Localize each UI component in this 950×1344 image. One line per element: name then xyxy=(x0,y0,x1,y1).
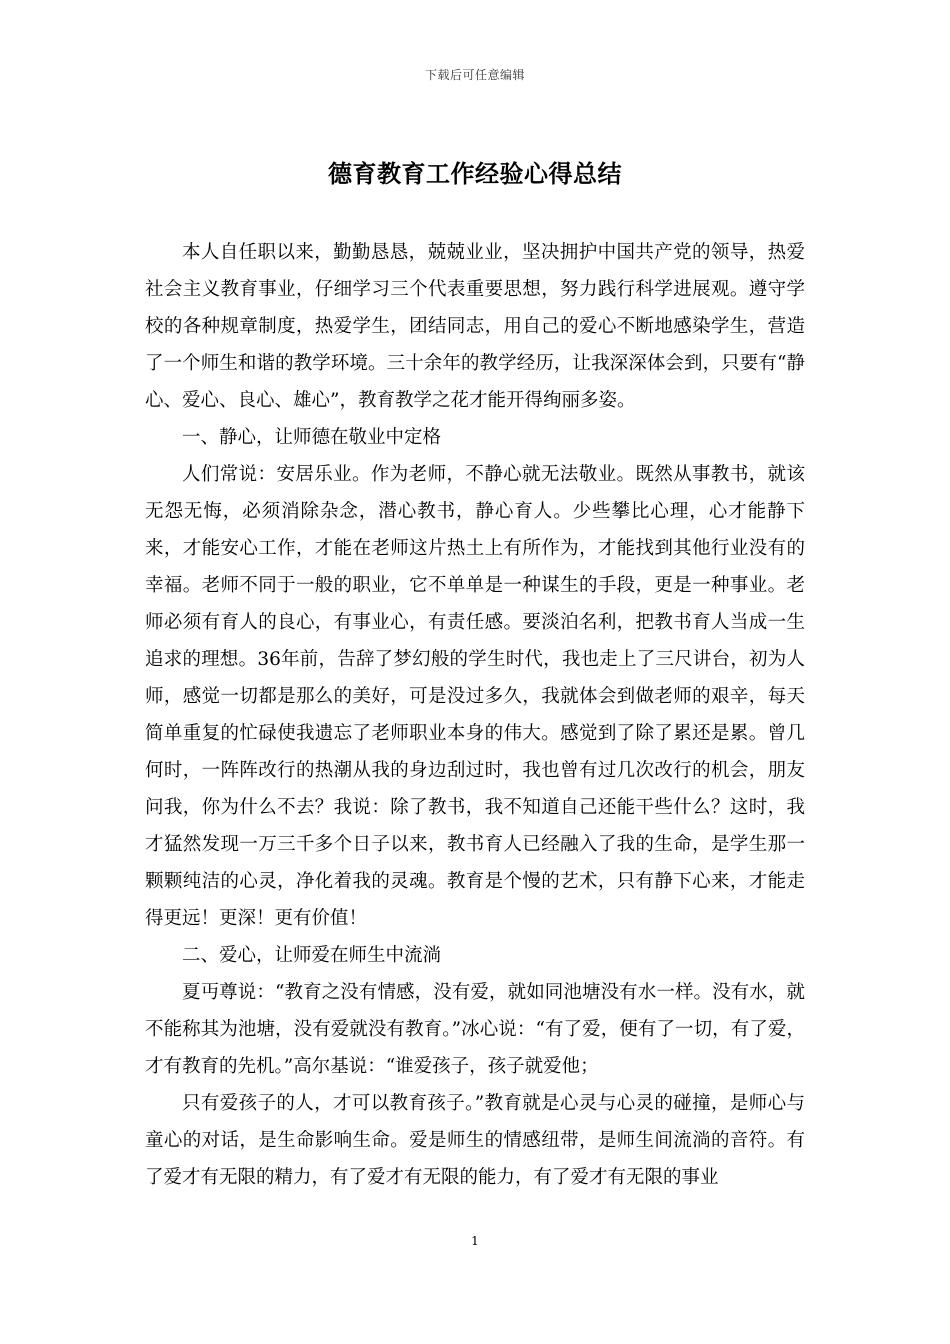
document-title: 德育教育工作经验心得总结 xyxy=(328,159,622,188)
page-number: 1 xyxy=(471,1234,479,1248)
paragraph-section-2: 只有爱孩子的人，才可以教育孩子。”教育就是心灵与心灵的碰撞，是师心与童心的对话，是生命影响生命。爱是师生的情感纽带，是师生间流淌的音符。有了爱才有无限的精力，有了爱才有无限的能力，有了爱才有无限的事业 xyxy=(145,1093,805,1188)
page-header: 下载后可任意编辑 xyxy=(424,68,525,82)
paragraph-section-1: 人们常说：安居乐业。作为老师，不静心就无法敬业。既然从事教书，就该无怨无悔，必须消除杂念，潜心教书，静心育人。少些攀比心理，心才能静下来，才能安心工作，才能在老师这片热土上有所作为，才能找到其他行业没有的幸福。老师不同于一般的职业，它不单单是一种谋生的手段，更是一种事业。老师必须有育人的良心，有事业心，有责任感。要淡泊名利，把教书育人当成一生追求的理想。36年前，告辞了梦幻般的学生时代，我也走上了三尺讲台，初为人师，感觉一切都是那么的美好，可是没过多久，我就体会到做老师的艰辛，每天简单重复的忙碌使我遗忘了老师职业本身的伟大。感觉到了除了累还是累。曾几何时，一阵阵改行的热潮从我的身边刮过时，我也曾有过几次改行的机会，朋友问我，你为什么不去？我说：除了教书，我不知道自己还能干些什么？这时，我才猛然发现一万三千多个日子以来，教书育人已经融入了我的生命，是学生那一颗颗纯洁的心灵，净化着我的灵魂。教育是个慢的艺术，只有静下心来，才能走得更远！更深！更有价值！ xyxy=(145,464,805,929)
section-heading-2: 二、爱心，让师爱在师生中流淌 xyxy=(182,945,442,966)
paragraph-quote: 夏丏尊说：“教育之没有情感，没有爱，就如同池塘没有水一样。没有水，就不能称其为池塘，没有爱就没有教育。”冰心说：“有了爱，便有了一切，有了爱，才有教育的先机。”高尔基说：“谁爱孩子，孩子就爱他； xyxy=(145,982,805,1077)
paragraph-intro: 本人自任职以来，勤勤恳恳，兢兢业业，坚决拥护中国共产党的领导，热爱社会主义教育事业，仔细学习三个代表重要思想，努力践行科学进展观。遵守学校的各种规章制度，热爱学生，团结同志，用自己的爱心不断地感染学生，营造了一个师生和谐的教学环境。三十余年的教学经历，让我深深体会到，只要有“静心、爱心、良心、雄心”，教育教学之花才能开得绚丽多姿。 xyxy=(145,242,805,411)
document-body xyxy=(145,234,805,1196)
section-heading-1: 一、静心，让师德在敬业中定格 xyxy=(182,427,442,448)
